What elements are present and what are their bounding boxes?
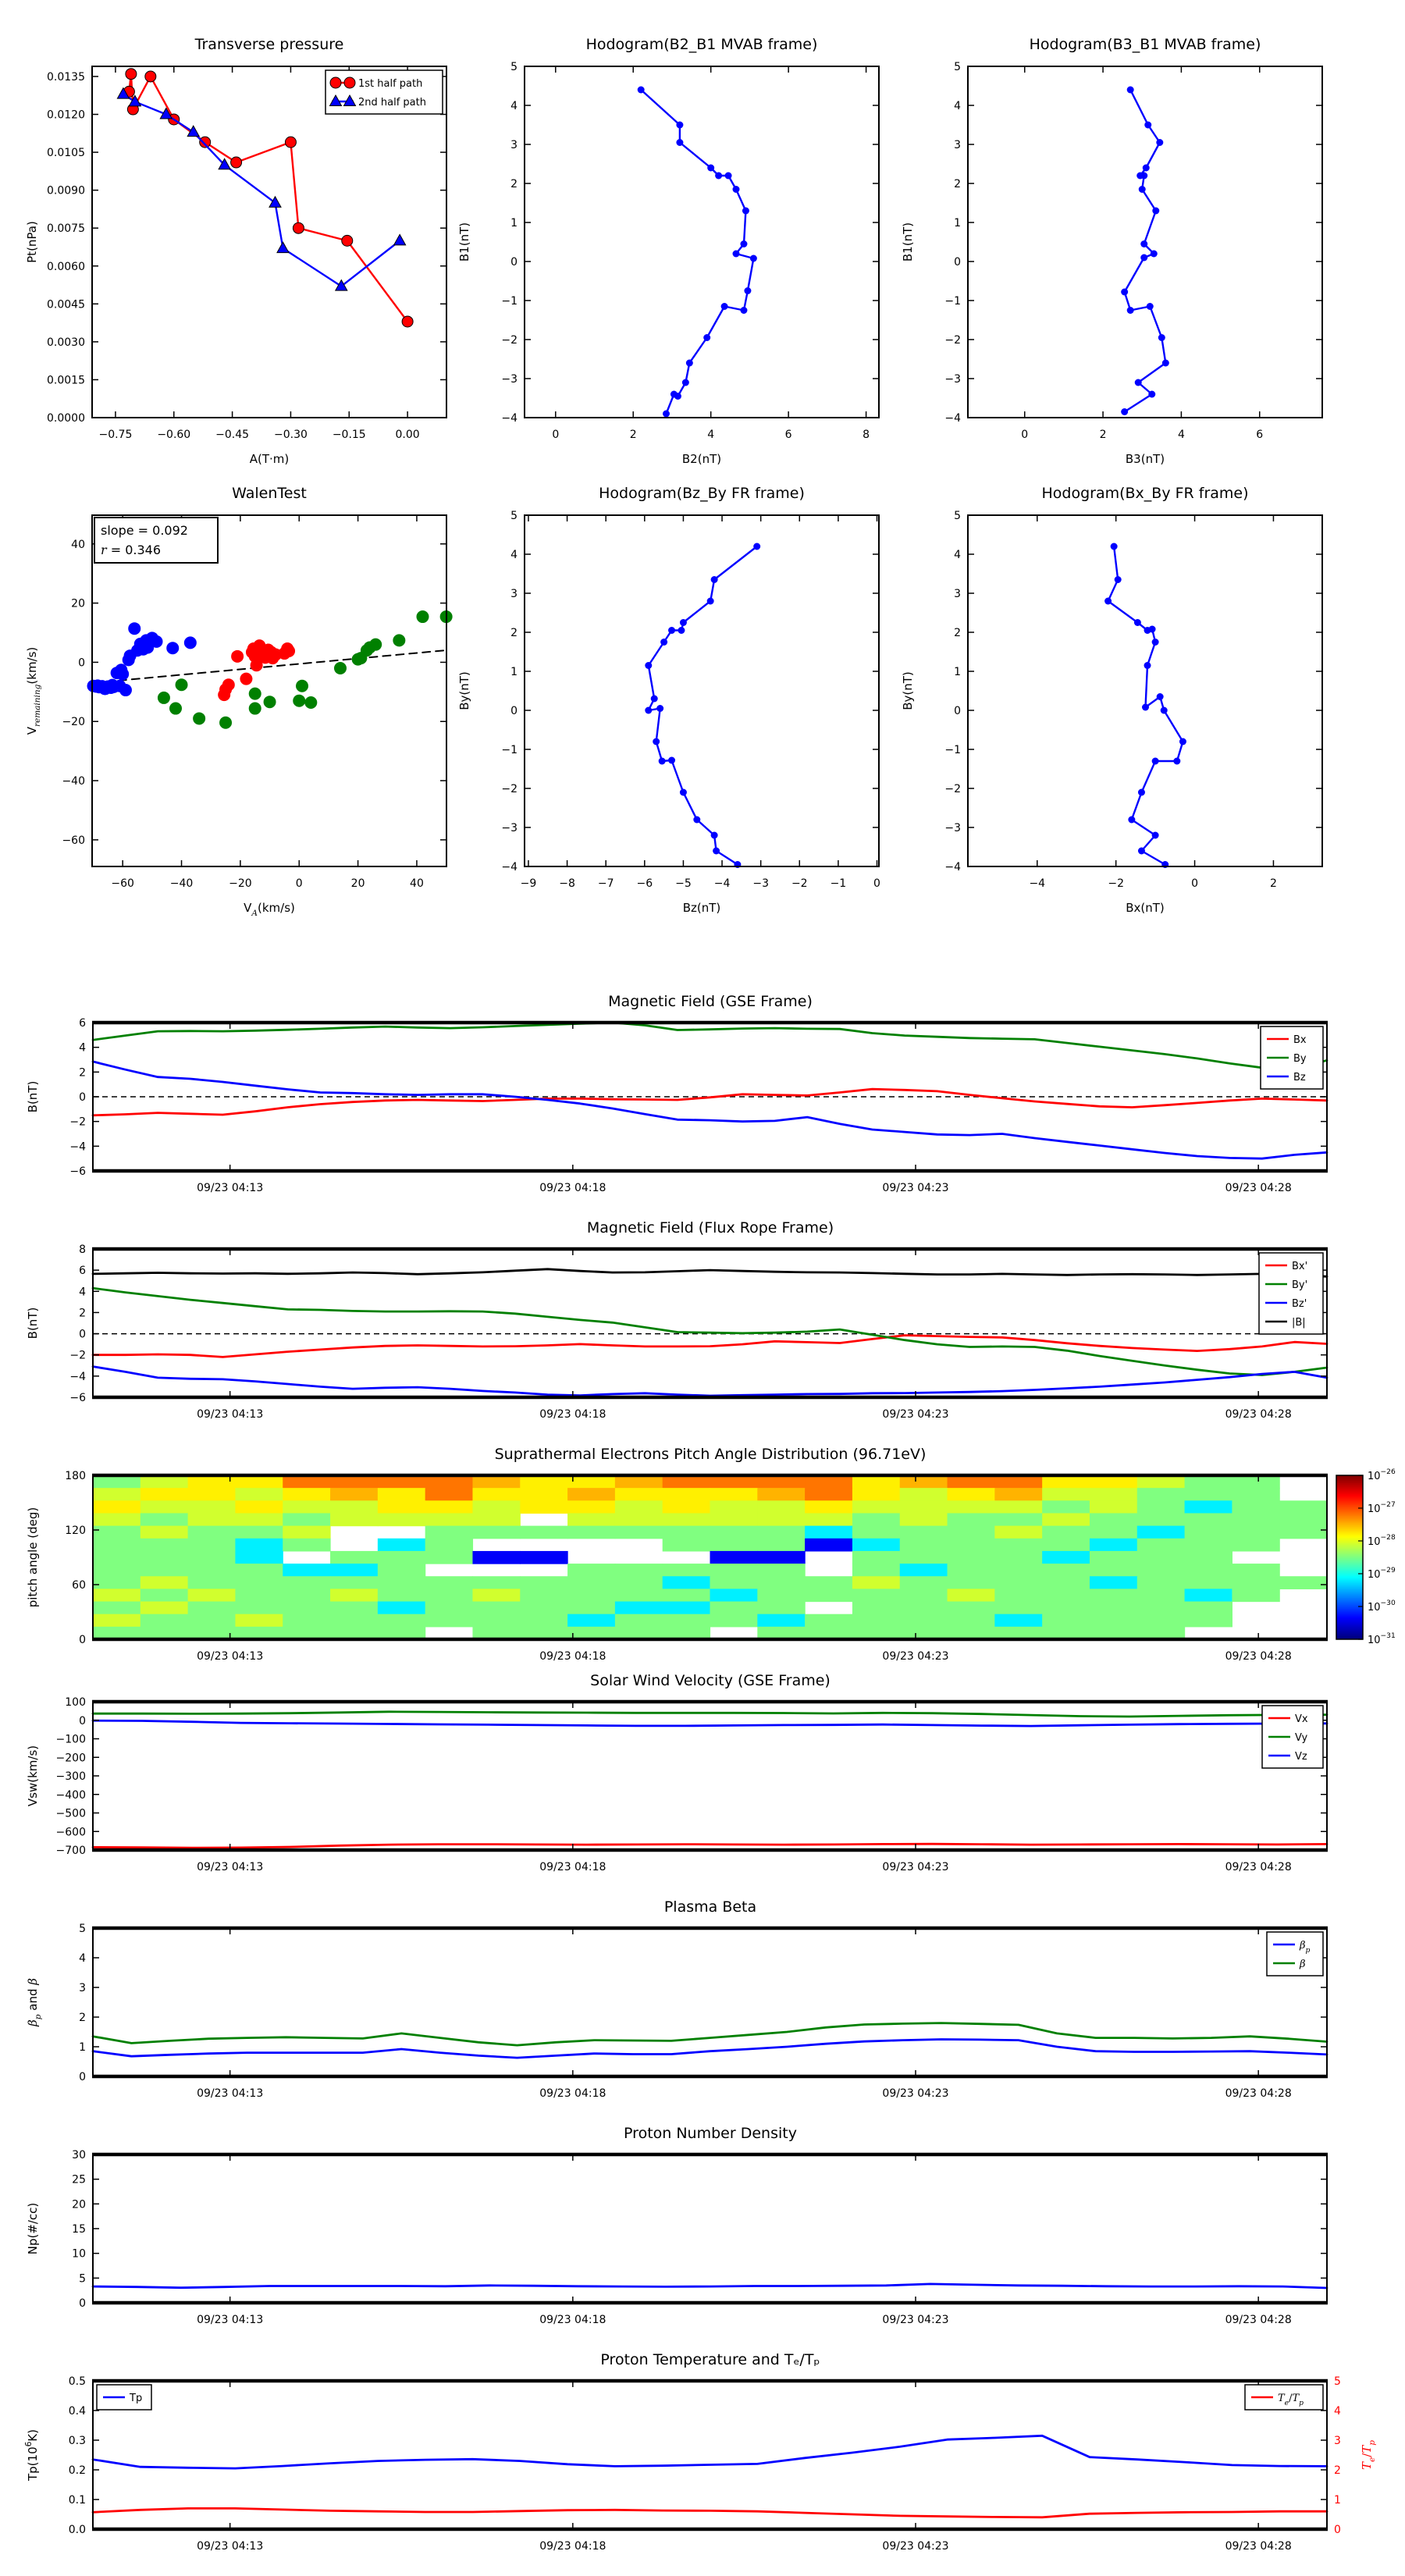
svg-text:−2: −2	[69, 1115, 86, 1129]
panel-title-transverse-pressure: Transverse pressure	[194, 36, 344, 53]
svg-text:2: 2	[1269, 877, 1277, 890]
svg-text:−20: −20	[62, 716, 85, 729]
svg-text:B1(nT): B1(nT)	[901, 222, 915, 262]
svg-text:0.0135: 0.0135	[47, 70, 85, 84]
svg-text:09/23 04:18: 09/23 04:18	[539, 1408, 606, 1421]
svg-text:−4: −4	[69, 1370, 86, 1383]
svg-text:2: 2	[629, 429, 637, 441]
svg-text:2: 2	[510, 178, 518, 190]
svg-text:−2: −2	[944, 334, 961, 347]
svg-text:B(nT): B(nT)	[26, 1080, 40, 1113]
svg-text:10−30: $10^{-30}$	[1368, 1599, 1396, 1614]
svg-text:−4: −4	[501, 412, 518, 425]
svg-text:20: 20	[71, 597, 85, 610]
svg-text:−3: −3	[501, 373, 518, 386]
svg-text:0: 0	[552, 429, 560, 441]
svg-text:Pt(nPa): Pt(nPa)	[25, 221, 39, 263]
svg-text:09/23 04:13: 09/23 04:13	[197, 1650, 264, 1663]
svg-text:5: 5	[954, 510, 961, 522]
svg-text:−4: −4	[1029, 877, 1046, 890]
svg-text:0.5: 0.5	[68, 2375, 86, 2388]
svg-text:4: 4	[510, 549, 518, 561]
svg-text:4: 4	[510, 100, 518, 112]
svg-text:−3: −3	[752, 877, 769, 890]
svg-text:5: 5	[79, 2272, 86, 2286]
svg-text:100: 100	[65, 1696, 86, 1709]
svg-text:Bz: Bz	[1293, 1072, 1306, 1083]
svg-text:5: 5	[79, 1923, 86, 1935]
svg-text:Tp: Tp	[130, 2393, 143, 2404]
svg-text:120: 120	[65, 1525, 86, 1537]
svg-text:−1: −1	[944, 295, 961, 308]
svg-text:60: 60	[72, 1579, 86, 1592]
svg-text:0: 0	[1334, 2524, 1341, 2536]
svg-text:30: 30	[72, 2149, 86, 2161]
svg-text:0: 0	[79, 1091, 86, 1104]
svg-text:−2: −2	[791, 877, 808, 890]
svg-text:8: 8	[79, 1244, 86, 1256]
svg-text:Vy: Vy	[1295, 1732, 1308, 1744]
svg-text:−1: −1	[501, 295, 518, 308]
svg-text:09/23 04:23: 09/23 04:23	[882, 2540, 949, 2553]
svg-text:0: 0	[510, 705, 518, 717]
svg-text:4: 4	[79, 1952, 86, 1965]
svg-text:3: 3	[954, 139, 961, 151]
svg-text:5: 5	[1334, 2375, 1341, 2388]
svg-text:2: 2	[954, 627, 961, 639]
svg-text:0.0075: 0.0075	[47, 222, 85, 236]
svg-text:−300: −300	[55, 1770, 86, 1783]
svg-text:−6: −6	[69, 1392, 86, 1404]
svg-text:Te/Tp: $T_e/T_p$	[1278, 2393, 1304, 2407]
svg-text:slope = 0.092: slope = 0.092	[101, 523, 188, 538]
svg-text:Bx: Bx	[1293, 1034, 1307, 1046]
svg-text:0.0000: 0.0000	[47, 412, 85, 425]
svg-text:09/23 04:28: 09/23 04:28	[1225, 2087, 1292, 2100]
svg-text:09/23 04:23: 09/23 04:23	[882, 1408, 949, 1421]
svg-text:−600: −600	[55, 1826, 86, 1839]
svg-text:−0.15: −0.15	[332, 429, 366, 441]
svg-text:0: 0	[1191, 877, 1199, 890]
panel-title-hodogram-bz-by: Hodogram(Bz_By FR frame)	[599, 485, 805, 502]
svg-text:−0.30: −0.30	[273, 429, 308, 441]
svg-text:−8: −8	[559, 877, 575, 890]
svg-text:1: 1	[510, 666, 518, 678]
svg-text:B3(nT): B3(nT)	[1125, 452, 1165, 466]
svg-text:2: 2	[510, 627, 518, 639]
svg-text:09/23 04:28: 09/23 04:28	[1225, 1408, 1292, 1421]
svg-text:Tp(106K): $Tp(10^6K)$	[24, 2428, 40, 2482]
svg-text:09/23 04:28: 09/23 04:28	[1225, 1650, 1292, 1663]
svg-text:pitch angle (deg): pitch angle (deg)	[26, 1507, 40, 1608]
svg-text:09/23 04:23: 09/23 04:23	[882, 2087, 949, 2100]
svg-text:−1: −1	[944, 744, 961, 756]
svg-text:4: 4	[79, 1041, 86, 1055]
svg-text:1: 1	[1334, 2494, 1341, 2507]
svg-text:09/23 04:18: 09/23 04:18	[539, 1861, 606, 1873]
svg-text:−7: −7	[597, 877, 614, 890]
svg-text:By': By'	[1292, 1279, 1308, 1291]
svg-text:10−31: $10^{-31}$	[1368, 1632, 1396, 1646]
svg-text:0.0120: 0.0120	[47, 109, 85, 122]
svg-text:6: 6	[784, 429, 792, 441]
svg-text:0.3: 0.3	[68, 2435, 86, 2447]
panel-title-hodogram-bx-by: Hodogram(Bx_By FR frame)	[1041, 485, 1249, 502]
svg-text:3: 3	[510, 139, 518, 151]
svg-text:Vz: Vz	[1295, 1751, 1307, 1763]
svg-text:09/23 04:13: 09/23 04:13	[197, 1182, 264, 1194]
svg-text:By(nT): By(nT)	[457, 671, 471, 710]
svg-text:−2: −2	[944, 783, 961, 795]
svg-text:0: 0	[295, 877, 303, 890]
svg-text:−4: −4	[69, 1140, 86, 1154]
panel-title-hodogram-b2-b1: Hodogram(B2_B1 MVAB frame)	[585, 36, 818, 53]
svg-text:Bx(nT): Bx(nT)	[1126, 901, 1165, 915]
svg-text:Bz(nT): Bz(nT)	[682, 901, 721, 915]
svg-text:−4: −4	[501, 861, 518, 873]
svg-text:5: 5	[510, 61, 518, 73]
svg-text:−4: −4	[713, 877, 731, 890]
svg-text:A(T·m): A(T·m)	[249, 452, 290, 466]
svg-text:0: 0	[79, 2071, 86, 2083]
svg-text:4: 4	[1334, 2405, 1341, 2418]
svg-text:βp: $\beta_p$	[1300, 1940, 1311, 1955]
svg-text:0: 0	[79, 1714, 86, 1727]
svg-text:8: 8	[863, 429, 870, 441]
svg-text:−2: −2	[1108, 877, 1124, 890]
svg-text:Np(#/cc): Np(#/cc)	[26, 2202, 40, 2255]
svg-text:|B|: |B|	[1292, 1317, 1306, 1329]
svg-text:10−29: $10^{-29}$	[1368, 1567, 1396, 1581]
panel-title-walen-test: WalenTest	[232, 485, 307, 502]
svg-text:25: 25	[72, 2173, 86, 2186]
svg-text:2: 2	[954, 178, 961, 190]
svg-text:−0.75: −0.75	[98, 429, 133, 441]
svg-text:10−26: $10^{-26}$	[1368, 1468, 1396, 1482]
svg-text:0: 0	[510, 256, 518, 269]
svg-text:−60: −60	[62, 834, 85, 847]
svg-text:09/23 04:13: 09/23 04:13	[197, 2087, 264, 2100]
svg-text:2: 2	[79, 2012, 86, 2024]
svg-text:3: 3	[79, 1982, 86, 1994]
svg-text:4: 4	[954, 549, 961, 561]
svg-text:−3: −3	[501, 822, 518, 834]
svg-text:09/23 04:18: 09/23 04:18	[539, 2087, 606, 2100]
svg-text:09/23 04:13: 09/23 04:13	[197, 1408, 264, 1421]
svg-text:−100: −100	[55, 1733, 86, 1746]
svg-text:−0.45: −0.45	[215, 429, 250, 441]
svg-text:0.4: 0.4	[68, 2405, 86, 2418]
svg-text:0.0015: 0.0015	[47, 374, 85, 387]
panel-title-solar-wind-velocity: Solar Wind Velocity (GSE Frame)	[590, 1672, 831, 1689]
svg-text:0: 0	[78, 656, 85, 670]
svg-text:10−28: $10^{-28}$	[1368, 1534, 1396, 1548]
panel-title-pitch-angle: Suprathermal Electrons Pitch Angle Distribution (96.71eV)	[494, 1446, 927, 1463]
svg-text:4: 4	[954, 100, 961, 112]
svg-text:0: 0	[954, 705, 961, 717]
svg-text:B1(nT): B1(nT)	[457, 222, 471, 262]
svg-text:1: 1	[954, 217, 961, 229]
svg-text:09/23 04:23: 09/23 04:23	[882, 1650, 949, 1663]
svg-text:5: 5	[954, 61, 961, 73]
svg-text:−6: −6	[636, 877, 653, 890]
svg-text:VA(km/s): $V_A(km/s)$	[244, 901, 295, 918]
svg-text:−6: −6	[69, 1165, 86, 1178]
svg-text:0.2: 0.2	[68, 2464, 86, 2477]
panel-title-magnetic-field-gse: Magnetic Field (GSE Frame)	[608, 993, 813, 1010]
svg-text:0.0105: 0.0105	[47, 147, 85, 160]
svg-text:6: 6	[1256, 429, 1264, 441]
svg-text:10: 10	[72, 2247, 86, 2261]
svg-text:B2(nT): B2(nT)	[681, 452, 722, 466]
svg-text:−4: −4	[944, 412, 961, 425]
svg-text:3: 3	[954, 588, 961, 600]
svg-text:0.0: 0.0	[68, 2524, 86, 2536]
svg-text:−2: −2	[501, 334, 518, 347]
svg-text:3: 3	[510, 588, 518, 600]
svg-text:20: 20	[350, 877, 365, 890]
svg-text:4: 4	[1177, 429, 1185, 441]
svg-text:−40: −40	[62, 775, 85, 788]
panel-title-hodogram-b3-b1: Hodogram(B3_B1 MVAB frame)	[1029, 36, 1261, 53]
svg-text:By(nT): By(nT)	[901, 671, 915, 710]
svg-text:1: 1	[79, 2041, 86, 2054]
svg-text:−2: −2	[501, 783, 518, 795]
svg-text:09/23 04:18: 09/23 04:18	[539, 1182, 606, 1194]
svg-text:09/23 04:23: 09/23 04:23	[882, 2314, 949, 2326]
svg-text:−4: −4	[944, 861, 961, 873]
svg-text:10−27: $10^{-27}$	[1368, 1501, 1396, 1515]
svg-text:4: 4	[79, 1286, 86, 1299]
svg-text:−1: −1	[830, 877, 847, 890]
svg-text:0: 0	[79, 1328, 86, 1341]
svg-text:B(nT): B(nT)	[26, 1307, 40, 1340]
svg-text:0: 0	[1021, 429, 1029, 441]
svg-text:−60: −60	[111, 877, 134, 890]
svg-text:2nd half path: 2nd half path	[358, 97, 426, 109]
svg-text:09/23 04:23: 09/23 04:23	[882, 1182, 949, 1194]
svg-text:0: 0	[873, 877, 880, 890]
svg-text:09/23 04:18: 09/23 04:18	[539, 2314, 606, 2326]
svg-text:40: 40	[410, 877, 424, 890]
svg-text:−5: −5	[675, 877, 692, 890]
svg-text:15: 15	[72, 2223, 86, 2236]
svg-text:−2: −2	[69, 1349, 86, 1362]
svg-text:0: 0	[79, 2297, 86, 2310]
svg-text:Vremaining(km/s): $V_{remaining}(km/s)$	[25, 646, 42, 735]
panel-title-plasma-beta: Plasma Beta	[663, 1898, 757, 1916]
svg-text:20: 20	[72, 2198, 86, 2211]
svg-text:Vsw(km/s): Vsw(km/s)	[26, 1745, 40, 1807]
svg-text:−3: −3	[944, 373, 961, 386]
svg-text:3: 3	[1334, 2435, 1341, 2447]
svg-text:4: 4	[707, 429, 715, 441]
svg-text:−500: −500	[55, 1807, 86, 1820]
panel-title-proton-temperature: Proton Temperature and Tₑ/Tₚ	[600, 2351, 820, 2368]
svg-text:Bx': Bx'	[1292, 1261, 1308, 1272]
svg-text:09/23 04:13: 09/23 04:13	[197, 2314, 264, 2326]
svg-text:0.1: 0.1	[68, 2494, 86, 2507]
svg-text:0: 0	[79, 1634, 86, 1646]
svg-text:0.0030: 0.0030	[47, 336, 85, 349]
svg-text:40: 40	[71, 538, 85, 551]
svg-text:09/23 04:23: 09/23 04:23	[882, 1861, 949, 1873]
svg-text:−1: −1	[501, 744, 518, 756]
svg-text:5: 5	[510, 510, 518, 522]
svg-text:0.0045: 0.0045	[47, 298, 85, 311]
svg-text:2: 2	[1334, 2464, 1341, 2477]
svg-text:0: 0	[954, 256, 961, 269]
svg-text:2: 2	[1099, 429, 1107, 441]
svg-text:09/23 04:18: 09/23 04:18	[539, 1650, 606, 1663]
svg-text:09/23 04:28: 09/23 04:28	[1225, 1182, 1292, 1194]
svg-text:−200: −200	[55, 1752, 86, 1765]
panel-title-proton-density: Proton Number Density	[624, 2125, 797, 2142]
svg-text:r = 0.346: r = 0.346	[101, 543, 162, 557]
svg-text:0.00: 0.00	[395, 429, 420, 441]
svg-text:0.0060: 0.0060	[47, 260, 85, 273]
svg-text:09/23 04:13: 09/23 04:13	[197, 1861, 264, 1873]
svg-text:−400: −400	[55, 1788, 86, 1802]
svg-text:1: 1	[954, 666, 961, 678]
svg-text:Vx: Vx	[1295, 1713, 1308, 1725]
svg-text:−700: −700	[55, 1845, 86, 1857]
svg-text:−40: −40	[169, 877, 194, 890]
svg-text:09/23 04:28: 09/23 04:28	[1225, 2540, 1292, 2553]
svg-text:−3: −3	[944, 822, 961, 834]
svg-text:09/23 04:18: 09/23 04:18	[539, 2540, 606, 2553]
svg-text:β: β	[1300, 1959, 1306, 1970]
svg-text:−20: −20	[229, 877, 252, 890]
svg-text:2: 2	[79, 1307, 86, 1320]
svg-text:0.0090: 0.0090	[47, 184, 85, 197]
svg-text:−9: −9	[520, 877, 537, 890]
svg-text:2: 2	[79, 1066, 86, 1080]
svg-text:09/23 04:28: 09/23 04:28	[1225, 2314, 1292, 2326]
panel-title-magnetic-field-fr: Magnetic Field (Flux Rope Frame)	[586, 1219, 834, 1236]
svg-text:6: 6	[79, 1017, 86, 1030]
svg-text:1: 1	[510, 217, 518, 229]
svg-text:09/23 04:13: 09/23 04:13	[197, 2540, 264, 2553]
svg-text:βp and β: $\beta_p$ and β	[26, 1978, 43, 2026]
svg-text:−0.60: −0.60	[157, 429, 191, 441]
svg-text:09/23 04:28: 09/23 04:28	[1225, 1861, 1292, 1873]
svg-text:6: 6	[79, 1265, 86, 1278]
svg-text:180: 180	[65, 1470, 86, 1482]
svg-text:Bz': Bz'	[1292, 1298, 1307, 1310]
svg-text:Te/Tp: $T_e/T_p$	[1360, 2439, 1377, 2471]
svg-text:1st half path: 1st half path	[358, 78, 423, 90]
svg-text:By: By	[1293, 1053, 1307, 1065]
